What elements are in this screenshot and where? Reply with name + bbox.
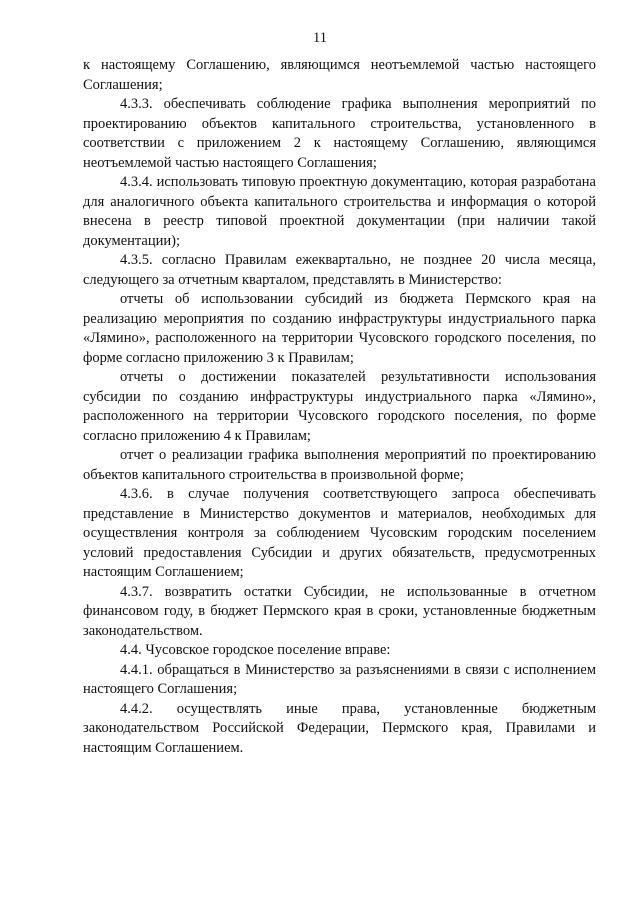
paragraph-4-3-5: 4.3.5. согласно Правилам ежеквартально, не позднее 20 числа месяца, следующего за отчетным кварталом, представлять в Министерство: <box>83 252 596 288</box>
paragraph-4-3-6: 4.3.6. в случае получения соответствующего запроса обеспечивать представление в Министерство документов и материалов, необходимых для осуществления контроля за соблюдением Чусовским городским поселением условий предоставления Субсидии и других обязательств, предусмотренных настоящим Соглашением; <box>83 486 596 580</box>
paragraph-4-3-3: 4.3.3. обеспечивать соблюдение графика выполнения мероприятий по проектированию объектов капитального строительства, установленного в соответствии с приложением 2 к настоящему Соглашению, являющимся неотъемлемой частью настоящего Соглашения; <box>83 96 596 171</box>
paragraph-continuation: к настоящему Соглашению, являющимся неотъемлемой частью настоящего Соглашения; <box>83 57 596 93</box>
paragraph-4-4: 4.4. Чусовское городское поселение вправе: <box>120 642 391 658</box>
paragraph-4-3-4: 4.3.4. использовать типовую проектную документацию, которая разработана для аналогичного объекта капитального строительства и информация о которой внесена в реестр типовой проектной документации (при наличии такой документации); <box>83 174 596 249</box>
document-body <box>83 56 596 758</box>
page-number: 11 <box>313 30 327 46</box>
paragraph-4-4-1: 4.4.1. обращаться в Министерство за разъяснениями в связи с исполнением настоящего Соглашения; <box>83 661 596 697</box>
paragraph-4-3-7: 4.3.7. возвратить остатки Субсидии, не использованные в отчетном финансовом году, в бюджет Пермского края в сроки, установленные бюджетным законодательством. <box>83 583 596 639</box>
paragraph-schedule-report: отчет о реализации графика выполнения мероприятий по проектированию объектов капитального строительства в произвольной форме; <box>83 447 596 483</box>
paragraph-subsidy-usage-reports: отчеты об использовании субсидий из бюджета Пермского края на реализацию мероприятия по созданию инфраструктуры индустриального парка «Лямино», расположенного на территории Чусовского городского поселения, по форме согласно приложению 3 к Правилам; <box>83 291 596 366</box>
paragraph-4-4-2: 4.4.2. осуществлять иные права, установленные бюджетным законодательством Российской Федерации, Пермского края, Правилами и настоящим Соглашением. <box>83 700 596 756</box>
paragraph-performance-reports: отчеты о достижении показателей результативности использования субсидии по созданию инфраструктуры индустриального парка «Лямино», расположенного на территории Чусовского городского поселения, по форме согласно приложению 4 к Правилам; <box>83 369 596 444</box>
